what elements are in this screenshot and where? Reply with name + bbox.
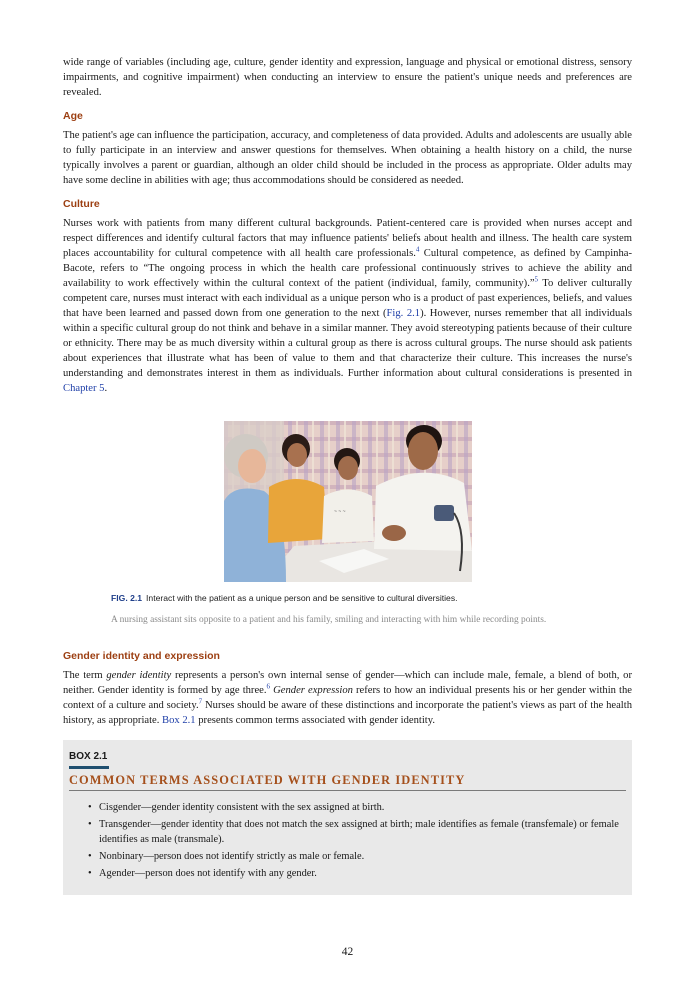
- bullet-icon: •: [88, 819, 92, 830]
- term-gender-identity: gender identity: [106, 670, 172, 681]
- figure-label: FIG. 2.1: [111, 593, 143, 603]
- figure-2-1: [63, 421, 632, 627]
- reference-4-link[interactable]: 4: [415, 245, 420, 254]
- culture-text-1: Nurses work with patients from many different cultural backgrounds. Patient-centered care is provided when nurses accept and respect differences and identify cultural factors that may influence patients' beliefs about health and illness. The health care system places accountability for cultural competence with all health care professionals.: [63, 218, 632, 259]
- term-gender-expression: Gender expression: [273, 685, 353, 696]
- list-item-text: Nonbinary—person does not identify strictly as male or female.: [99, 851, 365, 862]
- bullet-icon: •: [88, 851, 92, 862]
- list-item-text: Cisgender—gender identity consistent with the sex assigned at birth.: [99, 802, 385, 813]
- reference-7-link[interactable]: 7: [198, 697, 203, 706]
- chapter-5-link[interactable]: Chapter 5: [63, 383, 105, 394]
- list-item: [88, 849, 632, 864]
- culture-text-2: Cultural competence, as defined by Campinha-Bacote, refers to “The ongoing process in which the health care professional continuously strives to achieve the ability and availability to work effectively within the cultural context of the patient (individual, family, community).”: [63, 248, 632, 289]
- box-2-1: [63, 740, 632, 895]
- culture-text-3: To deliver culturally competent care, nurses must interact with each individual as a unique person who is a product of past experiences, beliefs, and values that have been learned and passed down from one generation to the next (: [63, 278, 632, 319]
- figure-caption: [111, 592, 632, 604]
- box-title: COMMON TERMS ASSOCIATED WITH GENDER IDENTITY: [69, 772, 626, 791]
- gender-text-4: refers to how an individual presents his or her gender within the context of a culture and society.: [63, 685, 632, 711]
- box-2-1-link[interactable]: Box 2.1: [162, 715, 196, 726]
- age-heading: Age: [63, 110, 83, 122]
- culture-paragraph: [63, 216, 632, 396]
- reference-5-link[interactable]: 5: [534, 275, 539, 284]
- figure-caption-text: Interact with the patient as a unique person and be sensitive to cultural diversities.: [146, 593, 458, 603]
- intro-paragraph: wide range of variables (including age, culture, gender identity and expression, language and physical or emotional distress, sensory impairments, and cognitive impairment) when conducting an interview to ensure the patient's unique needs and preferences are revealed.: [63, 57, 632, 98]
- photo-illustration: [224, 421, 472, 582]
- list-item: [88, 866, 632, 881]
- gender-text-2: represents a person's own internal sense of gender—which can include male, female, a blend of both, or neither. Gender identity is formed by age three.: [63, 670, 632, 696]
- box-label: BOX 2.1: [69, 751, 108, 762]
- list-item: [88, 817, 632, 847]
- page-number: 42: [341, 946, 354, 958]
- culture-text-4: ). However, nurses remember that all individuals within a specific cultural group do not think and behave in a similar manner. They avoid stereotyping patients because of their culture or ethnicity. There may be as much diversity within a cultural group as there is across cultural groups. The nurse should ask patients about experiences that illustrate what has been of value to them and that characterize their culture. This increases the nurse's understanding and demonstrates interest in them as individuals. Further information about cultural considerations is presented in: [63, 308, 633, 379]
- list-item-text: Agender—person does not identify with any gender.: [99, 868, 317, 879]
- bullet-icon: •: [88, 802, 92, 813]
- bullet-icon: •: [88, 868, 92, 879]
- svg-text:~ ~ ~: ~ ~ ~: [334, 509, 346, 515]
- figure-2-1-link[interactable]: Fig. 2.1: [386, 308, 421, 319]
- culture-heading: Culture: [63, 198, 100, 210]
- gender-text-6: presents common terms associated with gender identity.: [195, 715, 435, 726]
- gender-paragraph: [63, 668, 632, 728]
- box-term-list: [63, 800, 632, 881]
- list-item-text: Transgender—gender identity that does not match the sex assigned at birth; male identifies as female (transfemale) or female identifies as male (transmale).: [99, 819, 619, 845]
- gender-heading: Gender identity and expression: [63, 650, 220, 662]
- figure-alt-text: A nursing assistant sits opposite to a patient and his family, smiling and interacting with him while recording points.: [111, 615, 547, 625]
- reference-6-link[interactable]: 6: [266, 682, 271, 691]
- gender-text-1: The term: [63, 670, 107, 681]
- gender-text-5: Nurses should be aware of these distinctions and incorporate the patient's views as part of the health history, as appropriate.: [63, 700, 632, 726]
- list-item: [88, 800, 632, 815]
- age-paragraph: The patient's age can influence the participation, accuracy, and completeness of data provided. Adults and adolescents are usually able to fully participate in an interview and answer questions for themselves. When obtaining a health history on a child, the nurse typically involves a parent or guardian, although an older child should be included in the process as appropriate. Older adults may have some decline in abilities with age; thus accommodations should be considered as needed.: [63, 130, 632, 186]
- box-label-underline: [69, 766, 109, 769]
- figure-photo: [224, 421, 472, 582]
- culture-text-5: .: [104, 383, 108, 394]
